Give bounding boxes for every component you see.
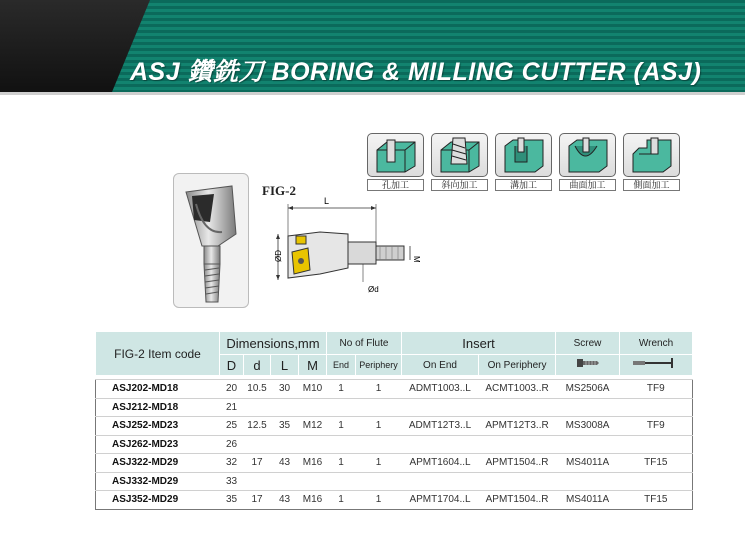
cell-wrench: TF9 — [620, 380, 693, 399]
cell-D: 21 — [220, 398, 244, 417]
cell-D: 25 — [220, 417, 244, 436]
cell-D: 33 — [220, 472, 244, 491]
operation-oblique — [431, 133, 488, 191]
header-d: d — [244, 355, 271, 376]
cell-D: 20 — [220, 380, 244, 399]
header-L: L — [271, 355, 299, 376]
cell-screw: MS3008A — [556, 417, 620, 436]
cell-insert-end: APMT1704..L — [402, 491, 479, 510]
hole-machining-icon — [367, 133, 424, 177]
cell-L: 30 — [271, 380, 299, 399]
cell-periphery: 1 — [356, 417, 402, 436]
curved-surface-icon — [559, 133, 616, 177]
operation-label: 側面加工 — [623, 179, 680, 191]
table-row — [96, 398, 693, 417]
cell-insert-end: ADMT1003..L — [402, 380, 479, 399]
cell-insert-periphery — [479, 435, 556, 454]
dim-M-label: M — [412, 256, 421, 263]
product-photo — [173, 173, 249, 308]
header-end: End — [327, 355, 356, 376]
cell-insert-end — [402, 435, 479, 454]
cell-code: ASJ262-MD23 — [96, 435, 220, 454]
wrench-icon-cell — [620, 355, 693, 376]
cell-screw — [556, 398, 620, 417]
table-row — [96, 454, 693, 473]
cell-d: 12.5 — [244, 417, 271, 436]
cell-periphery: 1 — [356, 454, 402, 473]
cell-end: 1 — [327, 491, 356, 510]
spec-table — [95, 331, 692, 510]
cell-code: ASJ202-MD18 — [96, 380, 220, 399]
cell-wrench: TF15 — [620, 454, 693, 473]
cell-D: 35 — [220, 491, 244, 510]
cell-insert-periphery — [479, 398, 556, 417]
operation-label: 溝加工 — [495, 179, 552, 191]
table-row — [96, 417, 693, 436]
header-D: D — [220, 355, 244, 376]
cell-insert-periphery: APMT12T3..R — [479, 417, 556, 436]
cell-screw: MS2506A — [556, 380, 620, 399]
operation-groove — [495, 133, 552, 191]
operations-row — [367, 133, 680, 191]
header-periphery: Periphery — [356, 355, 402, 376]
cell-wrench: TF9 — [620, 417, 693, 436]
cell-M — [299, 435, 327, 454]
cell-end: 1 — [327, 380, 356, 399]
cell-insert-end — [402, 398, 479, 417]
cell-L: 35 — [271, 417, 299, 436]
cell-D: 32 — [220, 454, 244, 473]
operation-side — [623, 133, 680, 191]
dim-d-label: Ød — [368, 285, 379, 294]
cell-insert-end: APMT1604..L — [402, 454, 479, 473]
cell-L: 43 — [271, 454, 299, 473]
cell-L: 43 — [271, 491, 299, 510]
cell-periphery — [356, 472, 402, 491]
header-insert: Insert — [402, 332, 556, 355]
cell-screw — [556, 472, 620, 491]
cell-d: 10.5 — [244, 380, 271, 399]
cell-end — [327, 435, 356, 454]
cell-end — [327, 472, 356, 491]
cell-M: M16 — [299, 454, 327, 473]
dim-L-label: L — [324, 196, 330, 206]
cell-periphery: 1 — [356, 491, 402, 510]
header-item-code: FIG-2 Item code — [96, 332, 220, 376]
cell-insert-periphery: ACMT1003..R — [479, 380, 556, 399]
cell-d: 17 — [244, 454, 271, 473]
table-row — [96, 491, 693, 510]
cell-code: ASJ332-MD29 — [96, 472, 220, 491]
side-machining-icon — [623, 133, 680, 177]
cell-d — [244, 472, 271, 491]
cell-wrench: TF15 — [620, 491, 693, 510]
cell-insert-periphery: APMT1504..R — [479, 454, 556, 473]
cell-L — [271, 398, 299, 417]
cell-M: M16 — [299, 491, 327, 510]
cell-wrench — [620, 398, 693, 417]
cell-M — [299, 398, 327, 417]
header-wrench: Wrench — [620, 332, 693, 355]
header-banner — [0, 0, 745, 96]
header-on-periphery: On Periphery — [479, 355, 556, 376]
cell-code: ASJ352-MD29 — [96, 491, 220, 510]
page-title: ASJ 鑽銑刀 BORING & MILLING CUTTER (ASJ) — [130, 58, 702, 86]
cell-M: M12 — [299, 417, 327, 436]
cell-L — [271, 435, 299, 454]
cell-d — [244, 435, 271, 454]
cell-periphery: 1 — [356, 380, 402, 399]
cell-code: ASJ212-MD18 — [96, 398, 220, 417]
table-header — [96, 332, 693, 380]
operation-curved — [559, 133, 616, 191]
table-body — [96, 380, 693, 510]
table-row — [96, 472, 693, 491]
dim-D-label: ØD — [274, 250, 283, 262]
groove-machining-icon — [495, 133, 552, 177]
cell-screw: MS4011A — [556, 491, 620, 510]
screw-icon-cell — [556, 355, 620, 376]
operation-label: 孔加工 — [367, 179, 424, 191]
header-on-end: On End — [402, 355, 479, 376]
screw-icon — [575, 357, 601, 369]
table-row — [96, 380, 693, 399]
header-dimensions: Dimensions,mm — [220, 332, 327, 355]
table-row — [96, 435, 693, 454]
cell-wrench — [620, 435, 693, 454]
figure-label: FIG-2 — [262, 183, 296, 198]
cell-code: ASJ252-MD23 — [96, 417, 220, 436]
cell-insert-periphery: APMT1504..R — [479, 491, 556, 510]
cell-periphery — [356, 435, 402, 454]
cell-screw — [556, 435, 620, 454]
technical-drawing — [268, 190, 421, 300]
cell-end: 1 — [327, 417, 356, 436]
cell-end: 1 — [327, 454, 356, 473]
wrench-icon — [631, 356, 681, 370]
cell-L — [271, 472, 299, 491]
cell-insert-periphery — [479, 472, 556, 491]
cell-insert-end: ADMT12T3..L — [402, 417, 479, 436]
cell-M: M10 — [299, 380, 327, 399]
cell-M — [299, 472, 327, 491]
cell-end — [327, 398, 356, 417]
cell-screw: MS4011A — [556, 454, 620, 473]
operation-hole — [367, 133, 424, 191]
header-screw: Screw — [556, 332, 620, 355]
cell-d: 17 — [244, 491, 271, 510]
cell-code: ASJ322-MD29 — [96, 454, 220, 473]
cell-periphery — [356, 398, 402, 417]
cell-insert-end — [402, 472, 479, 491]
cell-wrench — [620, 472, 693, 491]
header-flute: No of Flute — [327, 332, 402, 355]
cell-d — [244, 398, 271, 417]
header-M: M — [299, 355, 327, 376]
operation-label: 斜向加工 — [431, 179, 488, 191]
operation-label: 曲面加工 — [559, 179, 616, 191]
oblique-machining-icon — [431, 133, 488, 177]
cell-D: 26 — [220, 435, 244, 454]
